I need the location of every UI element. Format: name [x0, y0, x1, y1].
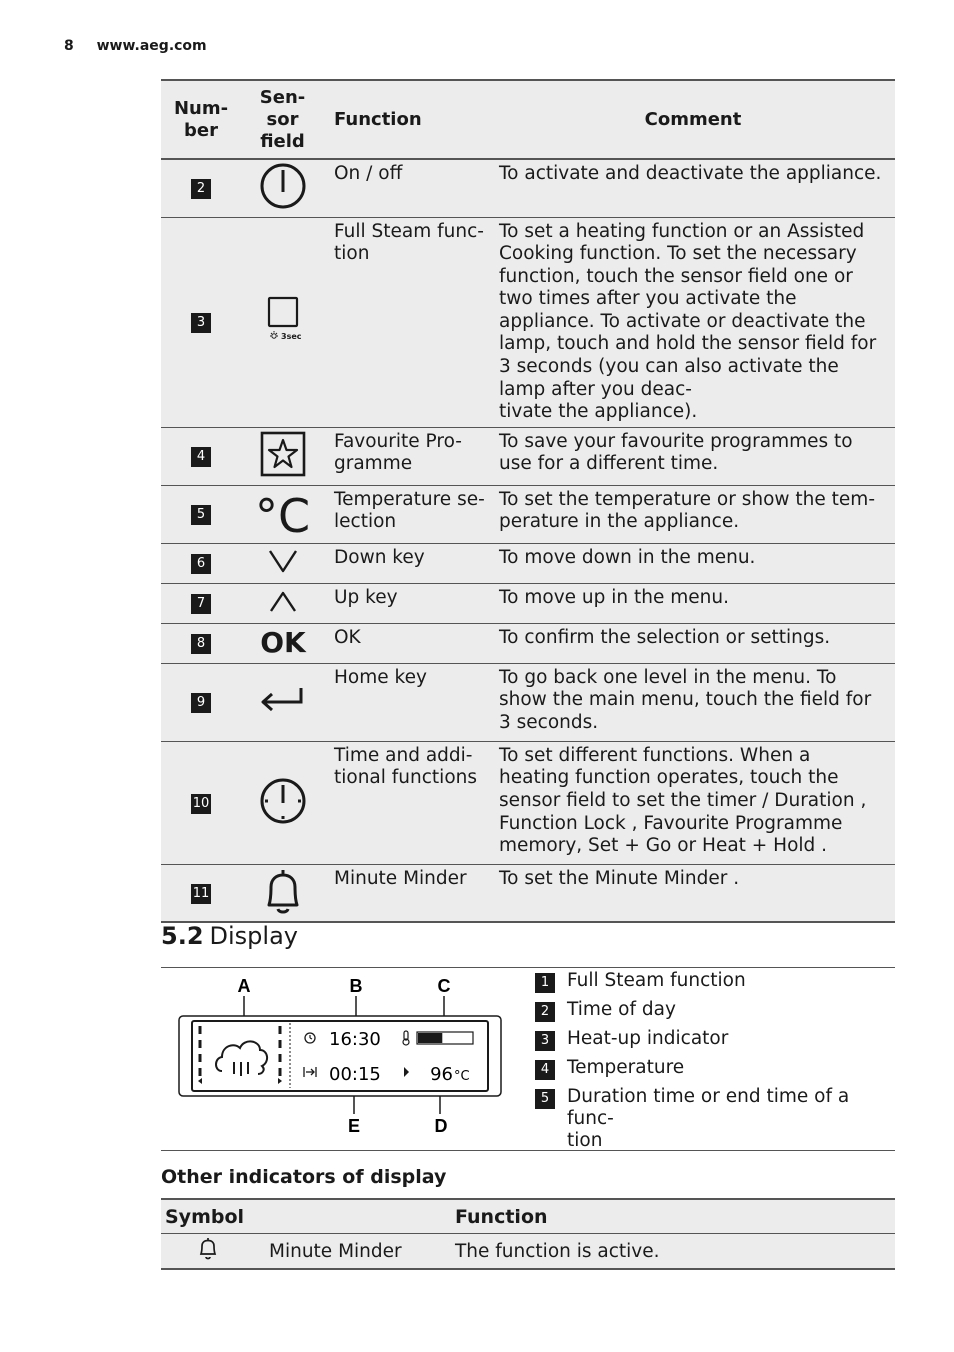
sensor-field-cell [241, 217, 324, 427]
comment-cell: To move down in the menu. [491, 543, 895, 583]
comment-cell: To set different functions. When a heating function operates, touch the sensor field to set the timer / Duration , Function Lock , Favourite Programme memory, Set + Go or Heat + Hold . [491, 741, 895, 864]
function-cell: Favourite Pro- gramme [324, 427, 491, 485]
sensor-field-cell [241, 159, 324, 217]
function-cell: Full Steam func- tion [324, 217, 491, 427]
legend-text: Temperature [567, 1057, 685, 1078]
label-e: E [347, 1116, 361, 1136]
label-b: B [349, 976, 363, 996]
comment-cell: To activate and deactivate the appliance. [491, 159, 895, 217]
table-row [161, 543, 895, 583]
return-icon [259, 684, 307, 716]
star-icon [259, 430, 307, 478]
legend-item [535, 999, 885, 1021]
row-number-cell [161, 485, 241, 543]
section-title [161, 922, 298, 950]
row-number-cell [161, 217, 241, 427]
divider [161, 967, 895, 968]
table-row [161, 159, 895, 217]
function-cell: Down key [324, 543, 491, 583]
row-number-cell [161, 543, 241, 583]
row-number-cell [161, 159, 241, 217]
function-cell: Minute Minder [324, 864, 491, 922]
legend-number-badge: 1 [535, 973, 555, 993]
temperature-readout: 96 [430, 1064, 453, 1085]
table-row [161, 1234, 895, 1270]
legend-number-badge: 3 [535, 1031, 555, 1051]
section-name: Display [209, 922, 298, 950]
divider [161, 1150, 895, 1151]
function-cell: Temperature se- lection [324, 485, 491, 543]
row-number-cell [161, 623, 241, 663]
label-a: A [237, 976, 251, 996]
comment-cell: To set the temperature or show the tem- perature in the appliance. [491, 485, 895, 543]
comment-cell: To go back one level in the menu. To show the main menu, touch the field for 3 seconds. [491, 663, 895, 741]
celsius-icon [255, 488, 311, 536]
website-link[interactable]: www.aeg.com [96, 38, 207, 54]
col-sensor-field: Sen- sor field [241, 80, 324, 159]
time-of-day-readout: 16:30 [329, 1029, 381, 1050]
function-cell: Time and addi- tional functions [324, 741, 491, 864]
indicator-name: Minute Minder [269, 1240, 402, 1262]
row-number-badge: 2 [191, 179, 211, 199]
table-row [161, 583, 895, 623]
chevron-down-icon [267, 547, 299, 575]
table-row [161, 485, 895, 543]
indicator-function: The function is active. [451, 1234, 895, 1270]
label-c: C [437, 976, 451, 996]
comment-cell: To confirm the selection or settings. [491, 623, 895, 663]
function-cell: On / off [324, 159, 491, 217]
display-legend [535, 970, 885, 1159]
legend-number-badge: 5 [535, 1089, 555, 1109]
other-indicators-table [161, 1198, 895, 1270]
sensor-field-cell [241, 864, 324, 922]
function-cell: Up key [324, 583, 491, 623]
col-symbol: Symbol [161, 1199, 451, 1234]
page-number: 8 [64, 38, 74, 54]
ok-icon [257, 627, 309, 655]
indicator-header-row [161, 1199, 895, 1234]
icon-label: °C [254, 489, 310, 537]
comment-cell: To set the Minute Minder . [491, 864, 895, 922]
legend-number-badge: 2 [535, 1002, 555, 1022]
sensor-field-cell [241, 623, 324, 663]
table-row [161, 217, 895, 427]
indicator-symbol-cell [161, 1234, 451, 1270]
other-indicators-title: Other indicators of display [161, 1166, 447, 1188]
row-number-badge: 7 [191, 594, 211, 614]
col-function: Function [451, 1199, 895, 1234]
table-row [161, 741, 895, 864]
row-number-cell [161, 864, 241, 922]
legend-text: Duration time or end time of a func- tion [567, 1086, 850, 1151]
power-icon [259, 162, 307, 210]
legend-text: Time of day [567, 999, 676, 1020]
legend-item [535, 970, 885, 992]
sensor-field-cell [241, 485, 324, 543]
legend-item [535, 1028, 885, 1050]
icon-label: 3sec [280, 332, 301, 342]
sensor-field-cell [241, 583, 324, 623]
bell-icon [161, 1236, 255, 1267]
comment-cell: To save your favourite programmes to use for a different time. [491, 427, 895, 485]
heat-up-fill [418, 1033, 442, 1043]
icon-label: OK [259, 627, 306, 656]
sensor-field-table [161, 79, 895, 923]
table-row [161, 864, 895, 922]
temperature-unit: °C [454, 1069, 470, 1084]
display-diagram [170, 970, 520, 1140]
page-header [64, 38, 207, 54]
comment-cell: To move up in the menu. [491, 583, 895, 623]
row-number-badge: 9 [191, 693, 211, 713]
row-number-badge: 11 [191, 884, 211, 904]
function-cell: Home key [324, 663, 491, 741]
table-row [161, 663, 895, 741]
sensor-field-cell [241, 741, 324, 864]
row-number-badge: 3 [191, 313, 211, 333]
row-number-badge: 10 [191, 794, 211, 814]
row-number-badge: 6 [191, 554, 211, 574]
bell-icon [261, 867, 305, 915]
col-number: Num- ber [161, 80, 241, 159]
row-number-badge: 5 [191, 505, 211, 525]
sensor-field-cell [241, 663, 324, 741]
table-row [161, 427, 895, 485]
clock-icon [259, 777, 307, 825]
sensor-field-cell [241, 427, 324, 485]
row-number-badge: 4 [191, 447, 211, 467]
full-steam-icon [259, 295, 307, 345]
sensor-field-cell [241, 543, 324, 583]
duration-readout: 00:15 [329, 1064, 381, 1085]
legend-text: Full Steam function [567, 970, 746, 991]
row-number-cell [161, 741, 241, 864]
col-comment: Comment [491, 80, 895, 159]
row-number-cell [161, 663, 241, 741]
legend-item [535, 1086, 885, 1152]
table-header-row [161, 80, 895, 159]
function-cell: OK [324, 623, 491, 663]
col-function: Function [324, 80, 491, 159]
chevron-up-icon [267, 589, 299, 613]
row-number-cell [161, 583, 241, 623]
label-d: D [434, 1116, 448, 1136]
comment-cell: To set a heating function or an Assisted Cooking function. To set the necessary function, touch the sensor field one or two times after you activate the appliance. To activate or deactivate the lamp, touch and hold the sensor field for 3 seconds (you can also activate the lamp after you deac- tivate the appliance). [491, 217, 895, 427]
legend-item [535, 1057, 885, 1079]
legend-number-badge: 4 [535, 1060, 555, 1080]
table-row [161, 623, 895, 663]
row-number-cell [161, 427, 241, 485]
section-number: 5.2 [161, 922, 204, 950]
legend-text: Heat-up indicator [567, 1028, 729, 1049]
row-number-badge: 8 [191, 634, 211, 654]
